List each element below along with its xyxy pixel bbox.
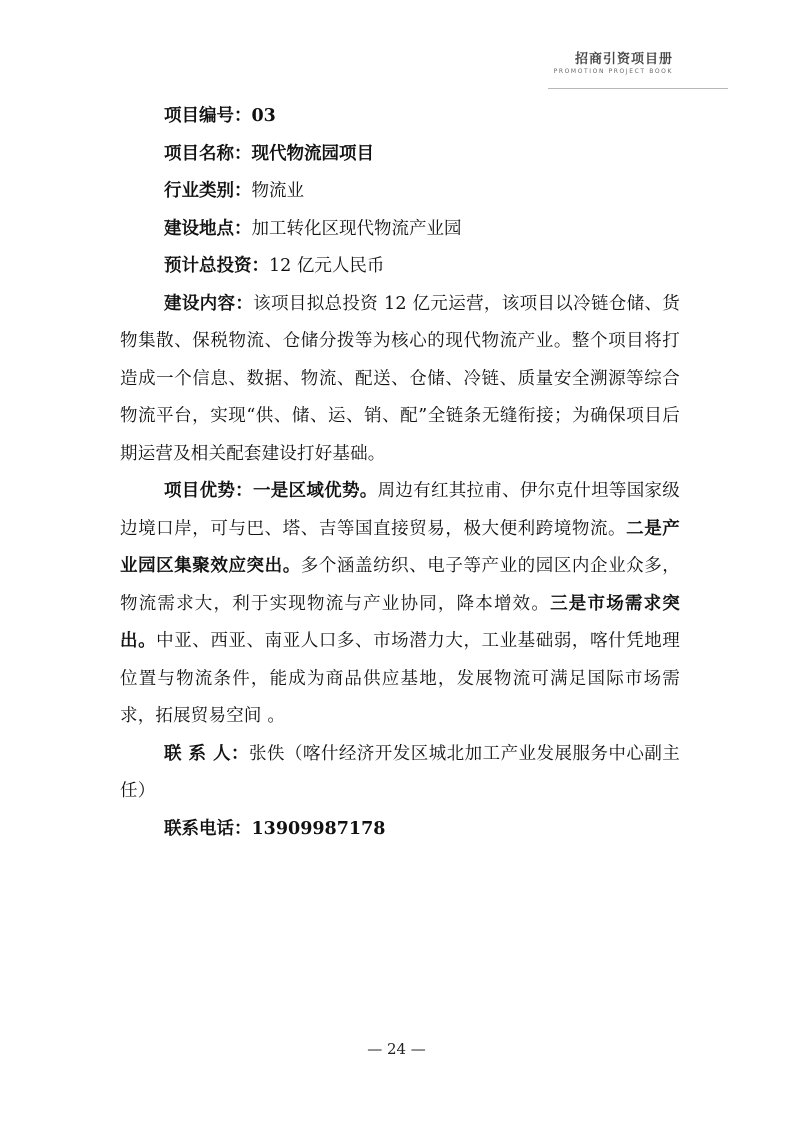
location-label: 建设地点： [164, 218, 252, 239]
project-number-row [120, 98, 680, 136]
industry-row [120, 173, 680, 211]
advantage-3-title: 三是市场需求突出。 [120, 593, 680, 651]
running-header [554, 52, 673, 76]
phone-value: 13909987178 [251, 818, 386, 839]
page-number: — 24 — [367, 1040, 426, 1058]
project-number-value: 03 [251, 106, 276, 126]
header-divider [548, 88, 728, 89]
location-row [120, 211, 680, 249]
header-subtitle: PROMOTION PROJECT BOOK [553, 68, 673, 75]
advantage-1-text: 周边有红其拉甫、伊尔克什坦等国家级边境口岸，可与巴、塔、吉等国直接贸易，极大便利跨境物流。 [120, 481, 680, 539]
industry-value: 物流业 [251, 181, 304, 201]
advantage-1-title: 一是区域优势。 [252, 481, 378, 501]
contact-label: 联 系 人： [164, 743, 249, 764]
investment-row [120, 248, 680, 286]
construction-content-paragraph [120, 286, 680, 474]
location-value: 加工转化区现代物流产业园 [251, 218, 462, 239]
project-sheet [120, 98, 680, 848]
advantages-label: 项目优势： [164, 481, 253, 501]
advantages-paragraph [120, 473, 680, 736]
investment-value: 12 亿元人民币 [269, 256, 385, 276]
investment-label: 预计总投资： [164, 256, 269, 276]
project-name-row [120, 136, 680, 174]
industry-label: 行业类别： [164, 181, 252, 201]
advantage-2-text: 多个涵盖纺织、电子等产业的园区内企业众多，物流需求大，利于实现物流与产业协同，降本增效。 [120, 556, 680, 614]
advantage-3-text: 中亚、西亚、南亚人口多、市场潜力大，工业基础弱，喀什凭地理位置与物流条件，能成为商品供应基地，发展物流可满足国际市场需求，拓展贸易空间 。 [120, 631, 680, 726]
advantage-2-title: 二是产业园区集聚效应突出。 [120, 518, 680, 576]
contact-paragraph [120, 736, 680, 811]
contact-value: 张佚（喀什经济开发区城北加工产业发展服务中心副主任） [120, 743, 680, 801]
project-name-label: 项目名称： [164, 143, 252, 164]
project-name-value: 现代物流园项目 [251, 143, 374, 164]
phone-label: 联系电话： [164, 818, 252, 839]
construction-content-text: 该项目拟总投资 12 亿元运营，该项目以冷链仓储、货物集散、保税物流、仓储分拨等为核心的现代物流产业。整个项目将打造成一个信息、数据、物流、配送、仓储、冷链、质量安全溯源等综合物流平台，实现“供、储、运、销、配”全链条无缝衔接；为确保项目后期运营及相关配套建设打好基础。 [120, 293, 681, 464]
header-title: 招商引资项目册 [574, 52, 673, 67]
construction-content-label: 建设内容： [164, 293, 254, 314]
phone-row [120, 811, 680, 849]
project-number-label: 项目编号： [164, 106, 252, 126]
